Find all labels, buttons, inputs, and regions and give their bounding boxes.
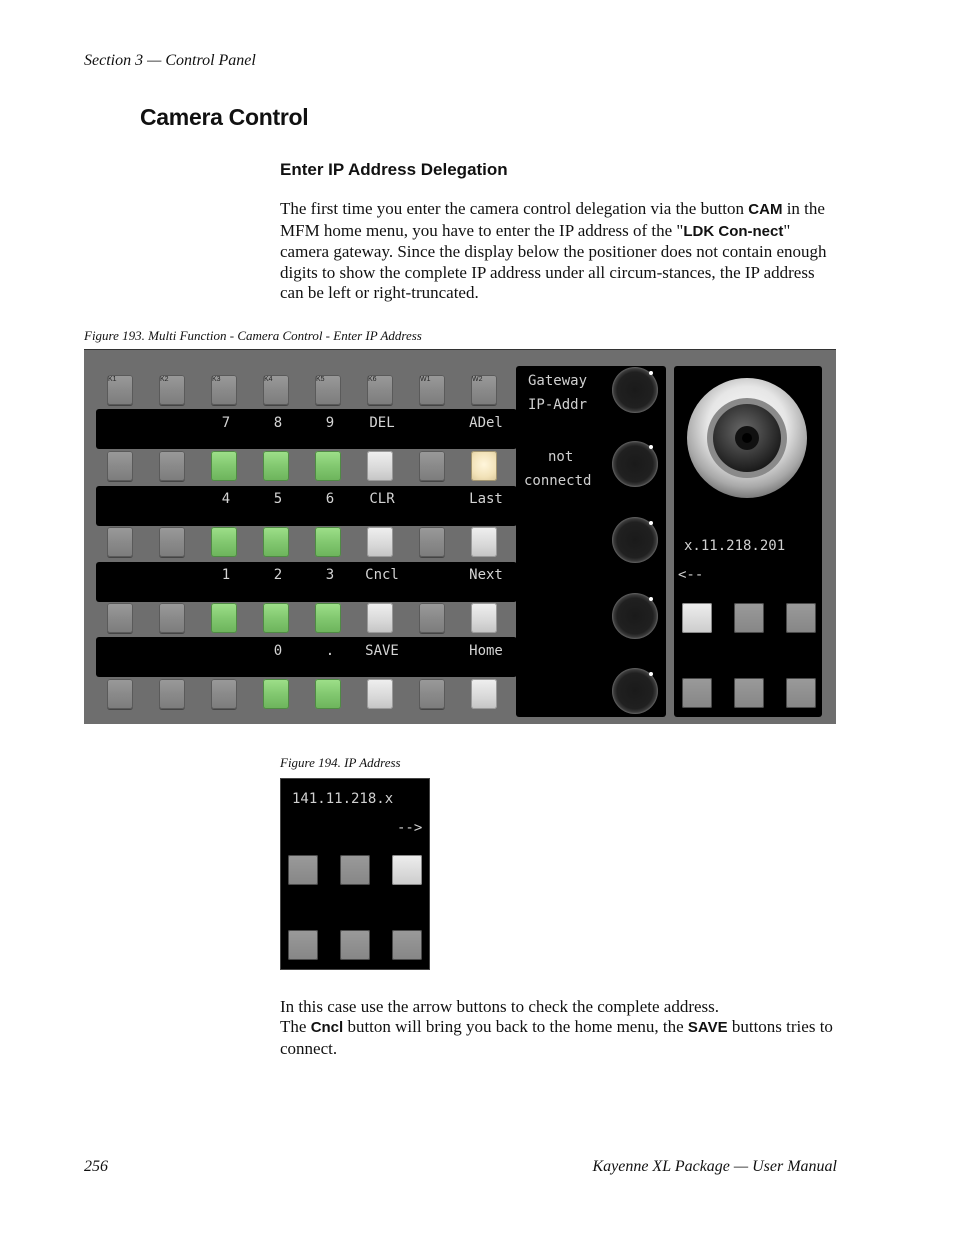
- softkey-label-home: Home: [469, 643, 503, 659]
- softkey-button[interactable]: [107, 527, 133, 557]
- softkey-label-2: 2: [273, 567, 283, 583]
- positioner-button[interactable]: [682, 678, 712, 708]
- arrow-left-button[interactable]: [682, 603, 712, 633]
- outro-text-3: buttons tries to connect.: [280, 1017, 833, 1058]
- softkey-button[interactable]: [107, 603, 133, 633]
- softkey-button[interactable]: [159, 679, 185, 709]
- softkey-dot-button[interactable]: [315, 679, 341, 709]
- softkey-9-button[interactable]: [315, 451, 341, 481]
- intro-text-3: " camera gateway. Since the display below the positioner does not contain enough digits to show the complete IP address under all circum-stances, the IP address can be left or right-truncated.: [280, 220, 827, 302]
- softkey-last-button[interactable]: [471, 527, 497, 557]
- ip-address-value: 141.11.218.x: [292, 791, 394, 807]
- outro-save-term: SAVE: [687, 1019, 728, 1036]
- knob-indicator-icon: [649, 371, 653, 375]
- softkey-del-button[interactable]: [367, 451, 393, 481]
- softkey-next-button[interactable]: [471, 603, 497, 633]
- status-connectd-label: connectd: [524, 473, 592, 489]
- softkey-label-6: 6: [325, 491, 335, 507]
- softkey-home-button[interactable]: [471, 679, 497, 709]
- intro-ldk-term: LDK Con-nect: [683, 222, 784, 240]
- softkey-button[interactable]: [419, 451, 445, 481]
- softkey-adel-button[interactable]: [471, 451, 497, 481]
- joystick-positioner-icon[interactable]: [674, 366, 822, 516]
- key-label: K6: [368, 376, 377, 383]
- positioner-button[interactable]: [734, 603, 764, 633]
- intro-text-2: in the MFM home menu, you have to enter the IP address of the ": [280, 199, 825, 240]
- softkey-button[interactable]: [159, 527, 185, 557]
- ip-button[interactable]: [340, 930, 370, 960]
- softkey-label-last: Last: [469, 491, 503, 507]
- softkey-button[interactable]: [159, 451, 185, 481]
- softkey-5-button[interactable]: [263, 527, 289, 557]
- key-label: W1: [420, 376, 431, 383]
- softkey-label-1: 1: [221, 567, 231, 583]
- softkey-label-dot: .: [325, 643, 335, 659]
- softkey-label-next: Next: [469, 567, 503, 583]
- intro-cam-term: CAM: [748, 201, 783, 218]
- softkey-cncl-button[interactable]: [367, 603, 393, 633]
- footer-title: Kayenne XL Package — User Manual: [592, 1158, 837, 1175]
- softkey-button[interactable]: [159, 603, 185, 633]
- softkey-button[interactable]: [419, 527, 445, 557]
- page-number: 256: [84, 1158, 108, 1175]
- section-header: Section 3 — Control Panel: [84, 52, 256, 69]
- figure-193-caption: Figure 193. Multi Function - Camera Control - Enter IP Address: [84, 328, 422, 343]
- softkey-label-3: 3: [325, 567, 335, 583]
- softkey-label-del: DEL: [369, 415, 395, 431]
- softkey-8-button[interactable]: [263, 451, 289, 481]
- softkey-6-button[interactable]: [315, 527, 341, 557]
- softkey-label-4: 4: [221, 491, 231, 507]
- knob-indicator-icon: [649, 597, 653, 601]
- outro-line-1: In this case use the arrow buttons to check the complete address.: [280, 997, 720, 1016]
- knob-indicator-icon: [649, 521, 653, 525]
- key-label: K3: [212, 376, 221, 383]
- softkey-label-save: SAVE: [365, 643, 399, 659]
- ip-button[interactable]: [288, 930, 318, 960]
- softkey-7-button[interactable]: [211, 451, 237, 481]
- ip-addr-label: IP-Addr: [528, 397, 588, 413]
- positioner-button[interactable]: [786, 603, 816, 633]
- status-not-label: not: [548, 449, 574, 465]
- softkey-button[interactable]: [107, 451, 133, 481]
- gateway-label: Gateway: [528, 373, 588, 389]
- page-title: Camera Control: [140, 104, 309, 130]
- softkey-save-button[interactable]: [367, 679, 393, 709]
- ip-button[interactable]: [392, 930, 422, 960]
- figure-194-caption: Figure 194. IP Address: [280, 755, 401, 770]
- section-subtitle: Enter IP Address Delegation: [280, 160, 508, 179]
- softkey-label-clr: CLR: [369, 491, 395, 507]
- outro-paragraph: [280, 1017, 840, 1059]
- softkey-label-0: 0: [273, 643, 283, 659]
- softkey-label-adel: ADel: [469, 415, 503, 431]
- softkey-2-button[interactable]: [263, 603, 289, 633]
- softkey-label-7: 7: [221, 415, 231, 431]
- softkey-button[interactable]: [419, 679, 445, 709]
- softkey-button[interactable]: [419, 603, 445, 633]
- softkey-button[interactable]: [211, 679, 237, 709]
- softkey-3-button[interactable]: [315, 603, 341, 633]
- positioner-button[interactable]: [786, 678, 816, 708]
- arrow-right-button[interactable]: [392, 855, 422, 885]
- outro-text-1: The: [280, 1017, 311, 1036]
- ip-button[interactable]: [288, 855, 318, 885]
- key-label: K1: [108, 376, 117, 383]
- outro-cncl-term: Cncl: [310, 1019, 344, 1036]
- key-label: K4: [264, 376, 273, 383]
- softkey-clr-button[interactable]: [367, 527, 393, 557]
- intro-paragraph: [280, 199, 840, 304]
- softkey-label-8: 8: [273, 415, 283, 431]
- softkey-1-button[interactable]: [211, 603, 237, 633]
- key-label: K5: [316, 376, 325, 383]
- positioner-button[interactable]: [734, 678, 764, 708]
- softkey-label-5: 5: [273, 491, 283, 507]
- softkey-label-9: 9: [325, 415, 335, 431]
- key-label: K2: [160, 376, 169, 383]
- left-arrow-label: <--: [678, 567, 704, 583]
- knob-indicator-icon: [649, 445, 653, 449]
- key-label: W2: [472, 376, 483, 383]
- ip-truncated-display: x.11.218.201: [684, 538, 786, 554]
- softkey-4-button[interactable]: [211, 527, 237, 557]
- multi-function-panel: [84, 349, 836, 724]
- intro-text-1: The first time you enter the camera control delegation via the button: [280, 199, 749, 218]
- ip-button[interactable]: [340, 855, 370, 885]
- knob-indicator-icon: [649, 672, 653, 676]
- softkey-label-cncl: Cncl: [365, 567, 399, 583]
- outro-text-2: button will bring you back to the home menu, the: [343, 1017, 688, 1036]
- softkey-0-button[interactable]: [263, 679, 289, 709]
- ip-address-display: [280, 778, 430, 970]
- right-arrow-label: -->: [397, 820, 423, 836]
- softkey-button[interactable]: [107, 679, 133, 709]
